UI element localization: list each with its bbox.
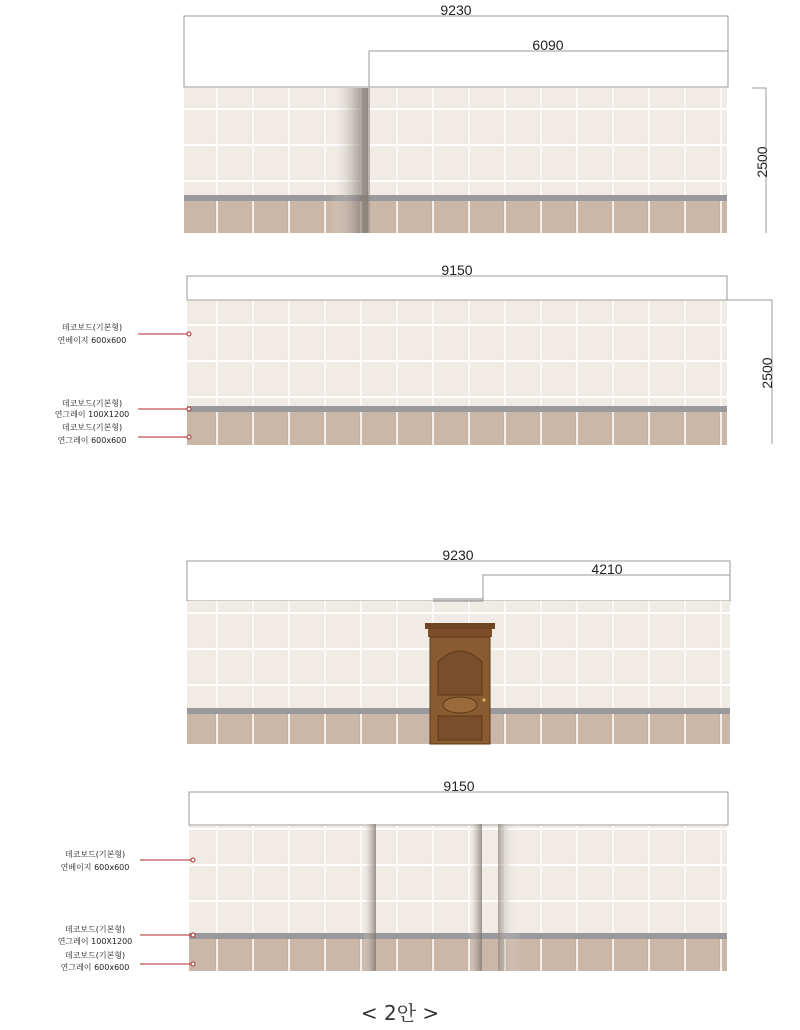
door-cornice <box>425 623 495 629</box>
material-label-3 <box>61 950 195 972</box>
material-label-2 <box>58 924 195 946</box>
height-label: 2500 <box>754 146 770 178</box>
pillar-shadow <box>468 824 482 971</box>
trim-band <box>187 406 727 412</box>
lower-wall-tiles <box>184 201 727 233</box>
material-name: 데코보드(기본형) <box>61 423 123 432</box>
material-name: 데코보드(기본형) <box>64 850 126 859</box>
elevation-4 <box>58 778 728 972</box>
dimension-label: 9230 <box>442 547 474 563</box>
height-label: 2500 <box>759 357 775 389</box>
door-knob <box>482 698 485 701</box>
dimension-label: 4210 <box>591 561 623 577</box>
material-spec: 연베이지 600x600 <box>60 863 130 872</box>
trim-band <box>189 933 727 939</box>
leader-dot <box>187 332 191 336</box>
material-spec: 연그레이 100X1200 <box>57 937 133 946</box>
door-top-panel <box>438 651 482 695</box>
leader-dot <box>191 962 195 966</box>
dimension-label: 9230 <box>440 2 472 18</box>
door <box>425 623 495 744</box>
material-spec: 연그레이 600x600 <box>57 436 127 445</box>
material-name: 데코보드(기본형) <box>64 925 126 934</box>
material-label-1 <box>61 849 195 872</box>
material-label-3 <box>58 422 191 445</box>
leader-dot <box>187 435 191 439</box>
elevation-1 <box>184 2 770 233</box>
dimension-line-4210 <box>483 575 730 601</box>
door-oval-panel <box>443 697 477 713</box>
elevation-3 <box>187 547 730 744</box>
material-spec: 연그레이 100X1200 <box>54 410 130 419</box>
material-label-2 <box>55 398 191 419</box>
lower-wall-tiles <box>187 412 727 445</box>
upper-wall-tiles <box>187 301 727 406</box>
door-bottom-panel <box>438 716 482 740</box>
pillar-shadow <box>362 824 376 971</box>
dimension-label: 9150 <box>441 262 473 278</box>
dimension-line-9230 <box>187 561 730 601</box>
plan-caption: < 2안 > <box>360 1001 440 1025</box>
dimension-label: 6090 <box>532 37 564 53</box>
dimension-label: 9150 <box>443 778 475 794</box>
dimension-line-9150 <box>187 276 727 300</box>
material-spec: 연베이지 600x600 <box>57 336 127 345</box>
elevation-2 <box>55 262 775 445</box>
leader-dot <box>187 407 191 411</box>
pillar-shadow <box>498 824 522 971</box>
material-name: 데코보드(기본형) <box>61 323 123 332</box>
dimension-line-6090 <box>369 51 728 87</box>
trim-band <box>184 195 727 201</box>
upper-wall-tiles <box>189 826 727 933</box>
recess-edge <box>433 598 483 602</box>
leader-dot <box>191 858 195 862</box>
upper-wall-tiles <box>184 88 727 195</box>
lower-wall-tiles <box>189 939 727 971</box>
leader-dot <box>191 933 195 937</box>
corner-edge <box>362 88 370 233</box>
material-name: 데코보드(기본형) <box>61 399 123 408</box>
dimension-line-9150 <box>189 792 728 825</box>
material-label-1 <box>58 322 191 345</box>
door-header <box>428 629 492 637</box>
material-spec: 연그레이 600x600 <box>60 963 130 972</box>
material-name: 데코보드(기본형) <box>64 951 126 960</box>
